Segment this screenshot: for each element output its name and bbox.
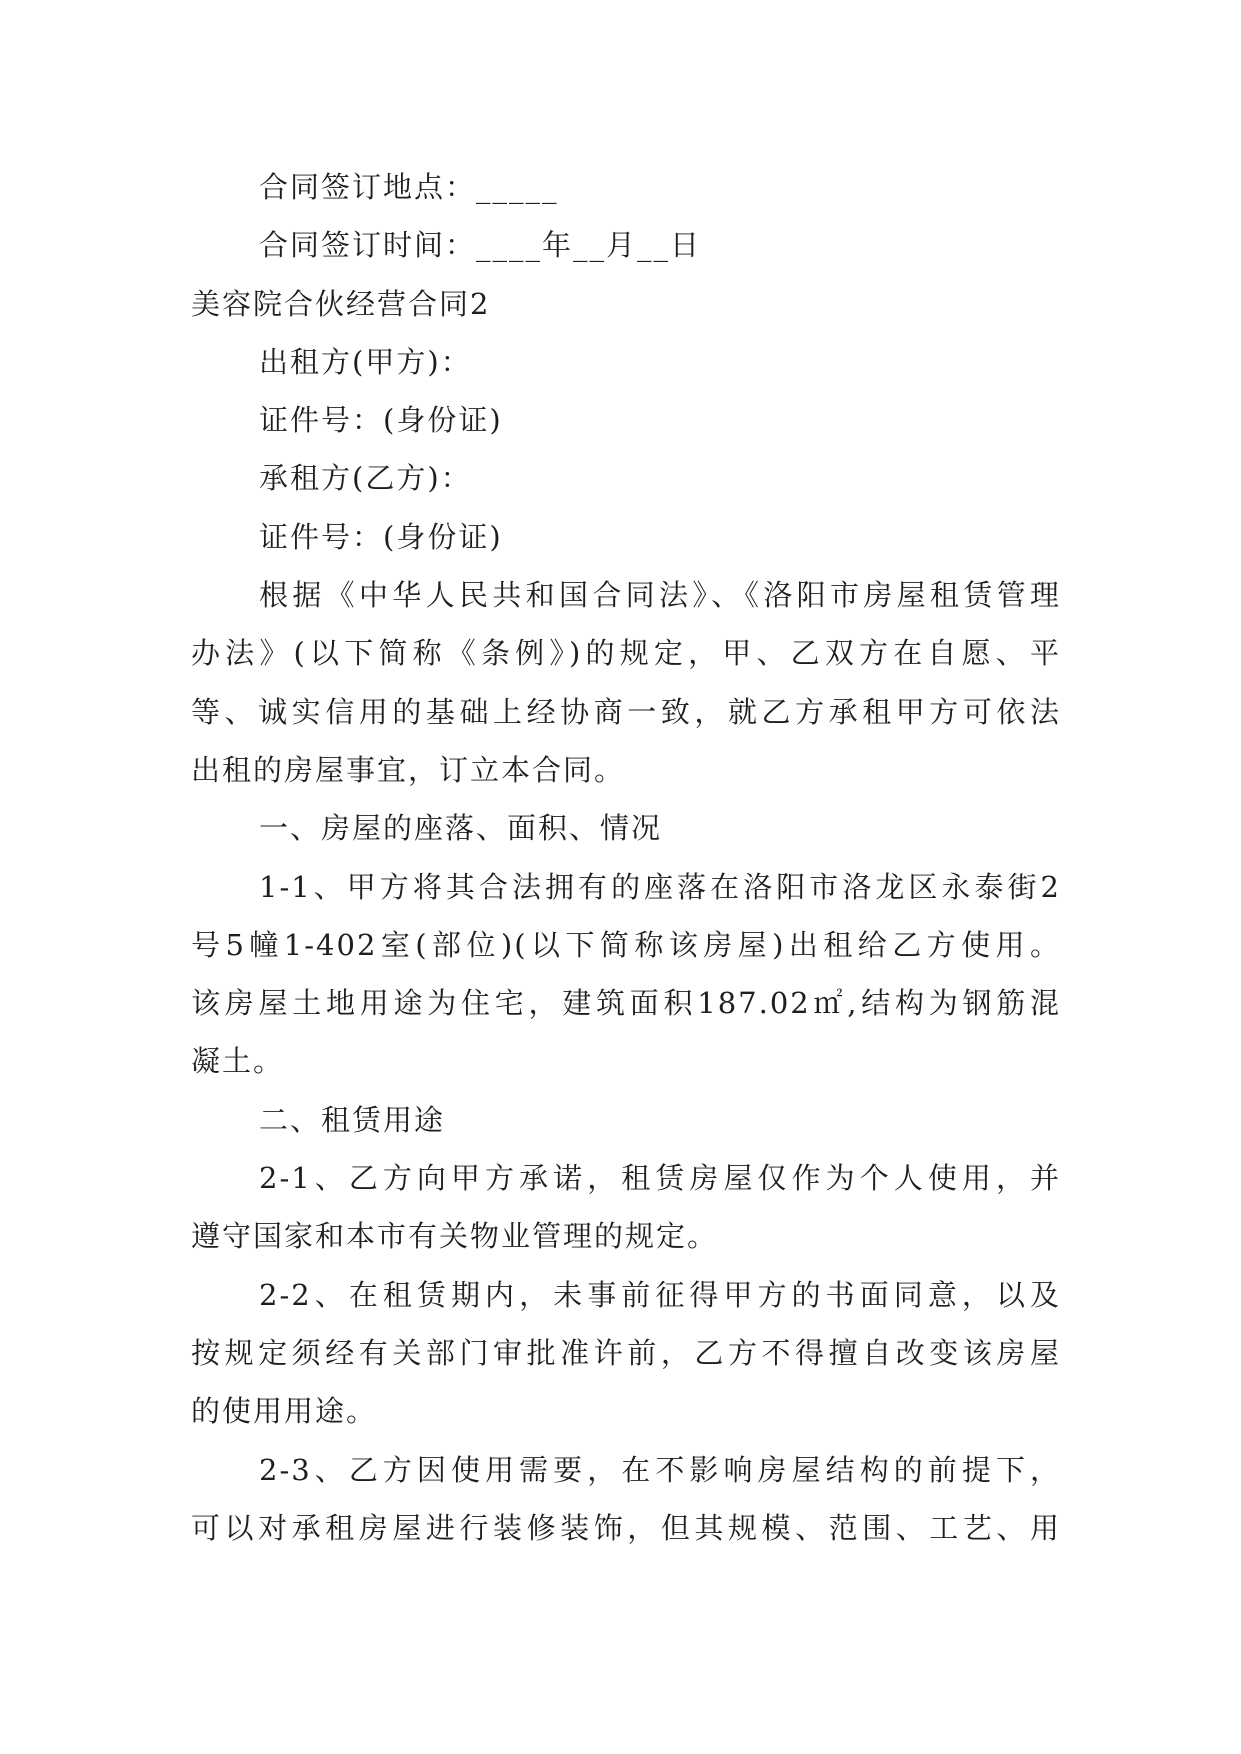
preamble-line-1: 根据《中华人民共和国合同法》、《洛阳市房屋租赁管理 bbox=[259, 578, 1061, 613]
clause-2-1-line-1: 2-1、乙方向甲方承诺，租赁房屋仅作为个人使用，并 bbox=[259, 1161, 1061, 1196]
lessor-id-line: 证件号：(身份证) bbox=[259, 403, 503, 438]
lessor-line: 出租方(甲方)： bbox=[259, 344, 472, 379]
contract-title: 美容院合伙经营合同2 bbox=[191, 286, 491, 321]
signing-place-line: 合同签订地点：_____ bbox=[259, 170, 559, 204]
document-body bbox=[191, 158, 1061, 1557]
signing-time-line: 合同签订时间：____年__月__日 bbox=[259, 228, 702, 263]
clause-1-1-line-3: 该房屋土地用途为住宅，建筑面积187.02㎡,结构为钢筋混 bbox=[191, 986, 1061, 1021]
lessee-id-line: 证件号：(身份证) bbox=[259, 519, 503, 554]
lessee-line: 承租方(乙方)： bbox=[259, 461, 472, 496]
clause-2-2-line-3: 的使用用途。 bbox=[191, 1394, 378, 1429]
section-2-heading: 二、租赁用途 bbox=[259, 1102, 446, 1137]
clause-2-3-line-1: 2-3、乙方因使用需要，在不影响房屋结构的前提下， bbox=[259, 1452, 1061, 1487]
preamble-line-4: 出租的房屋事宜，订立本合同。 bbox=[191, 752, 626, 787]
clause-2-2-line-2: 按规定须经有关部门审批准许前，乙方不得擅自改变该房屋 bbox=[191, 1335, 1061, 1370]
clause-1-1-line-2: 号5幢1-402室(部位)(以下简称该房屋)出租给乙方使用。 bbox=[191, 927, 1061, 962]
clause-1-1-line-1: 1-1、甲方将其合法拥有的座落在洛阳市洛龙区永泰街2 bbox=[259, 869, 1061, 904]
clause-1-1-line-4: 凝土。 bbox=[191, 1044, 285, 1079]
section-1-heading: 一、房屋的座落、面积、情况 bbox=[259, 811, 663, 846]
clause-2-1-line-2: 遵守国家和本市有关物业管理的规定。 bbox=[191, 1219, 719, 1254]
preamble-line-3: 等、诚实信用的基础上经协商一致，就乙方承租甲方可依法 bbox=[191, 694, 1061, 729]
clause-2-2-line-1: 2-2、在租赁期内，未事前征得甲方的书面同意，以及 bbox=[259, 1277, 1061, 1312]
preamble-line-2: 办法》(以下简称《条例》)的规定，甲、乙双方在自愿、平 bbox=[191, 636, 1061, 671]
clause-2-3-line-2: 可以对承租房屋进行装修装饰，但其规模、范围、工艺、用 bbox=[191, 1510, 1061, 1545]
